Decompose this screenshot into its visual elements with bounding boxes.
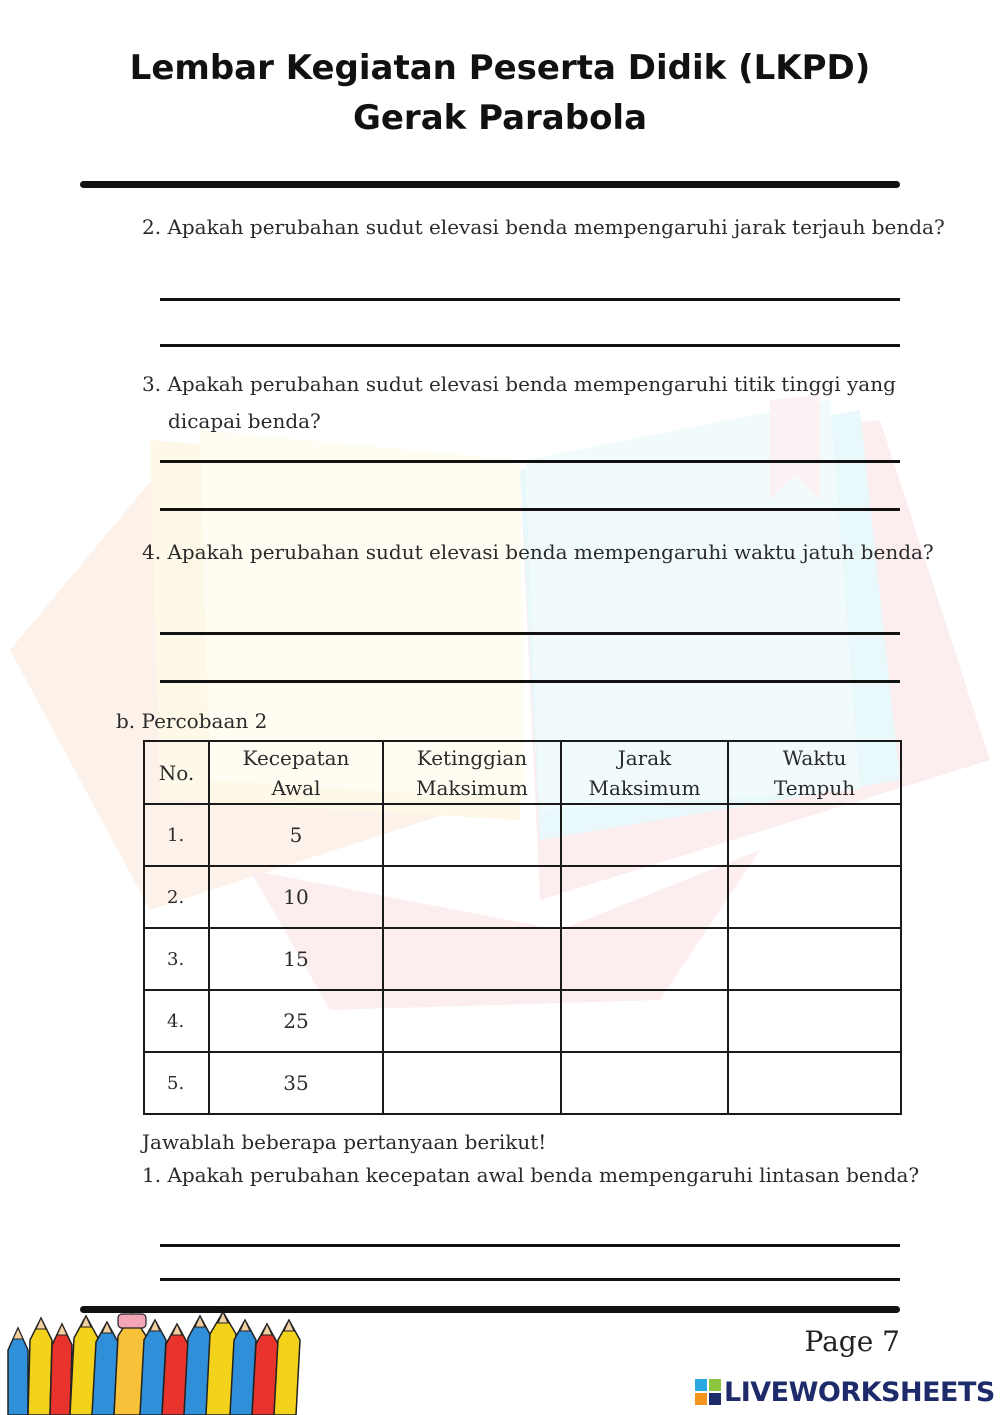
answer-line[interactable] [160,1278,900,1281]
ketinggian-input[interactable] [383,804,561,866]
waktu-input[interactable] [728,1052,901,1114]
table-row [144,804,901,866]
answer-line[interactable] [160,344,900,347]
row-number: 4. [144,990,209,1052]
jarak-input[interactable] [561,1052,728,1114]
liveworksheets-logo-icon [695,1379,721,1405]
row-number: 1. [144,804,209,866]
waktu-input[interactable] [728,866,901,928]
answer-line[interactable] [160,460,900,463]
table-row [144,866,901,928]
header-no: No. [144,741,209,804]
row-number: 2. [144,866,209,928]
table-row [144,928,901,990]
answer-line[interactable] [160,298,900,301]
section-b-title: b. Percobaan 2 [116,709,268,733]
row-number: 5. [144,1052,209,1114]
waktu-input[interactable] [728,990,901,1052]
ketinggian-input[interactable] [383,1052,561,1114]
kecepatan-awal-value: 25 [209,990,383,1052]
experiment-table [143,740,902,1115]
liveworksheets-brand[interactable] [695,1376,995,1408]
instruction-text: Jawablah beberapa pertanyaan berikut! [142,1130,547,1154]
answer-line[interactable] [160,680,900,683]
question-1: 1. Apakah perubahan kecepatan awal benda mempengaruhi lintasan benda? [142,1163,920,1187]
waktu-input[interactable] [728,804,901,866]
answer-line[interactable] [160,632,900,635]
row-number: 3. [144,928,209,990]
waktu-input[interactable] [728,928,901,990]
question-4: 4. Apakah perubahan sudut elevasi benda mempengaruhi waktu jatuh benda? [142,540,934,564]
jarak-input[interactable] [561,928,728,990]
header-waktu-tempuh: Waktu Tempuh [728,741,901,804]
answer-line[interactable] [160,508,900,511]
ketinggian-input[interactable] [383,928,561,990]
liveworksheets-wordmark: LIVEWORKSHEETS [724,1376,995,1408]
page-subtitle: Gerak Parabola [352,98,648,138]
question-2: 2. Apakah perubahan sudut elevasi benda mempengaruhi jarak terjauh benda? [142,215,945,239]
ketinggian-input[interactable] [383,990,561,1052]
jarak-input[interactable] [561,804,728,866]
kecepatan-awal-value: 10 [209,866,383,928]
kecepatan-awal-value: 35 [209,1052,383,1114]
colored-pencils-icon [4,1310,309,1415]
header-jarak-maksimum: Jarak Maksimum [561,741,728,804]
table-row [144,990,901,1052]
kecepatan-awal-value: 15 [209,928,383,990]
top-divider [80,181,900,188]
question-3: 3. Apakah perubahan sudut elevasi benda mempengaruhi titik tinggi yang dicapai benda? [142,372,896,433]
page-number: Page 7 [804,1325,900,1358]
kecepatan-awal-value: 5 [209,804,383,866]
jarak-input[interactable] [561,866,728,928]
jarak-input[interactable] [561,990,728,1052]
page-title: Lembar Kegiatan Peserta Didik (LKPD) [129,48,871,88]
header-kecepatan-awal: Kecepatan Awal [209,741,383,804]
ketinggian-input[interactable] [383,866,561,928]
answer-line[interactable] [160,1244,900,1247]
header-ketinggian-maksimum: Ketinggian Maksimum [383,741,561,804]
table-row [144,1052,901,1114]
